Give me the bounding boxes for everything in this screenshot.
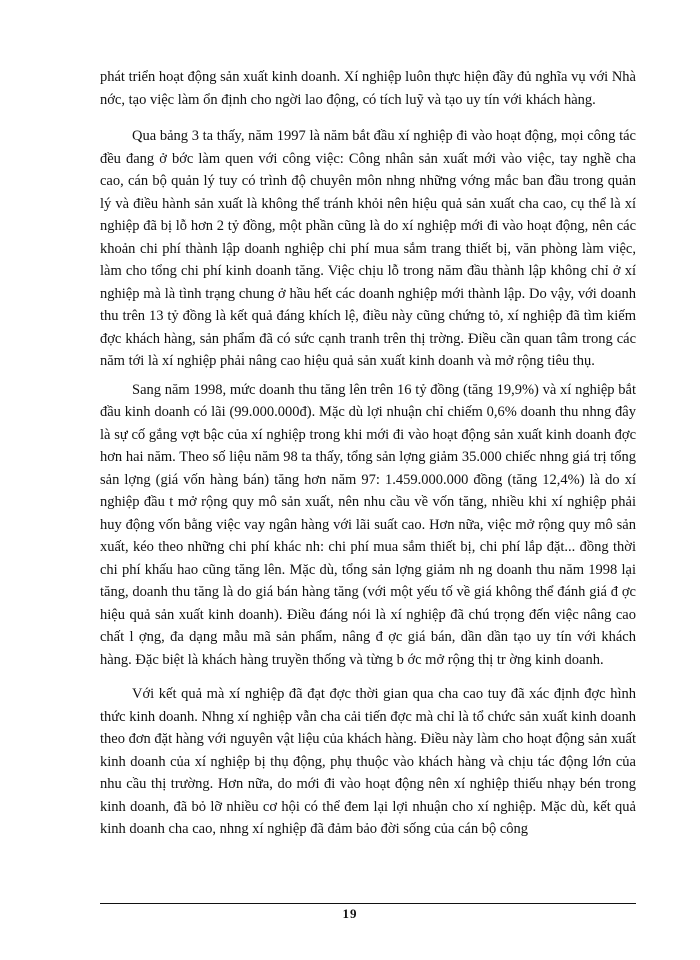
paragraph-3: Sang năm 1998, mức doanh thu tăng lên trên 16 tỷ đồng (tăng 19,9%) và xí nghiệp bắt đầu kinh doanh có lãi (99.000.000đ). Mặc dù lợi nhuận chỉ chiếm 0,6% doanh thu nhng đây là sự cố gắng vợt bậc của xí nghiệp trong khi mới đi vào hoạt động sản xuất kinh doanh đợc hơn hai năm. Theo số liệu năm 98 ta thấy, tổng sản lợng giảm 35.000 chiếc nhng giá trị tổng sản lợng (giá vốn hàng bán) tăng hơn năm 97: 1.459.000.000 đồng (tăng 12,4%) là do xí nghiệp đầu t mở rộng quy mô sản xuất, nên nhu cầu về vốn tăng, nhiều khi xí nghiệp phải huy động vốn bằng việc vay ngân hàng với lãi suất cao. Hơn nữa, việc mở rộng quy mô sản xuất, kéo theo những chi phí khác nh: chi phí mua sắm thiết bị, chi phí lắp đặt... đồng thời chi phí khấu hao cũng tăng lên. Mặc dù, tổng sản lợng giảm nh ng doanh thu năm 1998 lại tăng, doanh thu tăng là do giá bán hàng tăng (với một yếu tố về giá không thể đánh giá đ ợc hiệu quả sản xuất kinh doanh). Điều đáng nói là xí nghiệp đã chú trọng đến việc nâng cao chất l ợng, đa dạng mẫu mã sản phẩm, nâng đ ợc giá bán, dần dần tạo uy tín với khách hàng. Đặc biệt là khách hàng truyền thống và từng b ớc mở rộng thị tr ờng kinh doanh. xyxy=(100,381,636,668)
paragraph-1: phát triển hoạt động sản xuất kinh doanh. Xí nghiệp luôn thực hiện đầy đủ nghĩa vụ với Nhà nớc, tạo việc làm ổn định cho ngời lao động, có tích luỹ và tạo uy tín với khách hàng. xyxy=(100,69,636,108)
footer-divider xyxy=(100,903,636,904)
document-body xyxy=(100,66,636,841)
page-number: 19 xyxy=(342,906,358,921)
paragraph-4: Với kết quả mà xí nghiệp đã đạt đợc thời gian qua cha cao tuy đã xác định đợc hình thức kinh doanh. Nhng xí nghiệp vẫn cha cải tiến đợc mà chỉ là tổ chức sản xuất kinh doanh theo đơn đặt hàng với nguyên vật liệu của khách hàng. Điều này làm cho hoạt động sản xuất kinh doanh của xí nghiệp bị thụ động, phụ thuộc vào khách hàng và chịu tác động lớn của nhu cầu thị trường. Hơn nữa, do mới đi vào hoạt động nên xí nghiệp thiếu nhạy bén trong kinh doanh, đã bỏ lỡ nhiều cơ hội có thể đem lại lợi nhuận cho xí nghiệp. Mặc dù, kết quả kinh doanh cha cao, nhng xí nghiệp đã đảm bảo đời sống của cán bộ công xyxy=(100,686,636,837)
paragraph-2: Qua bảng 3 ta thấy, năm 1997 là năm bắt đầu xí nghiệp đi vào hoạt động, mọi công tác đều đang ở bớc làm quen với công việc: Công nhân sản xuất mới vào việc, tay nghề cha cao, cán bộ quản lý tuy có trình độ chuyên môn nhng những vớng mắc ban đầu trong quản lý và điều hành sản xuất là không thể tránh khỏi nên hiệu quả sản xuất cha cao, cụ thể là xí nghiệp đã bị lỗ hơn 2 tỷ đồng, một phần cũng là do xí nghiệp mới đi vào hoạt động, nên các khoản chi phí thành lập doanh nghiệp chi phí mua sắm trang thiết bị, văn phòng làm việc, làm cho tổng chi phí kinh doanh tăng. Việc chịu lỗ trong năm đầu thành lập không chỉ ở xí nghiệp mà là tình trạng chung ở hầu hết các doanh nghiệp mới thành lập. Do vậy, với doanh thu trên 13 tỷ đồng là kết quả đáng khích lệ, điều này cũng chứng tỏ, xí nghiệp đã tìm kiếm đợc khách hàng, sản phẩm đã có sức cạnh tranh trên thị trờng. Điều cần quan tâm trong các năm tới là xí nghiệp phải nâng cao hiệu quả sản xuất kinh doanh và mở rộng tiêu thụ. xyxy=(100,128,636,369)
